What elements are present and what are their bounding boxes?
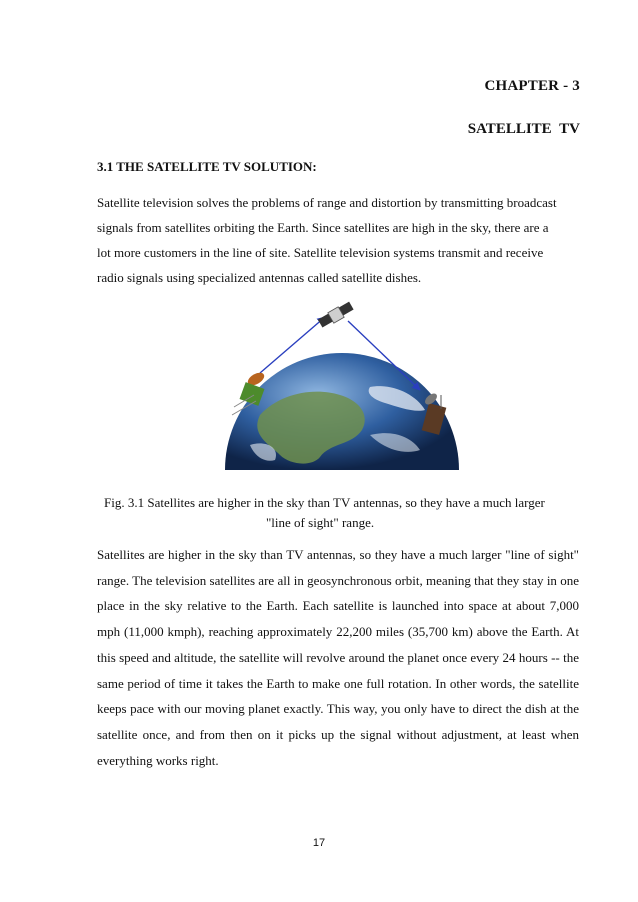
section-heading: 3.1 THE SATELLITE TV SOLUTION: [97,159,317,174]
figure-caption [90,493,550,533]
chapter-label: CHAPTER - 3 [484,78,580,94]
intro-paragraph: Satellite television solves the problems of range and distortion by transmitting broadcast signals from satellites orbiting the Earth. Since satellites are high in the sky, there are a lot more customers in the line of site. Satellite television systems transmit and receive radio signals using specialized antennas called satellite dishes. [97,195,557,285]
satellite-icon [317,301,354,329]
figure-caption-line2: "line of sight" range. [266,515,375,530]
satellite-earth-illustration [220,295,465,470]
body-paragraph: Satellites are higher in the sky than TV antennas, so they have a much larger "line of sight" range. The television satellites are all in geosynchronous orbit, meaning that they stay in one place in the sky relative to the Earth. Each satellite is launched into space at about 7,000 mph (11,000 kmph), reaching approximately 22,200 miles (35,700 km) above the Earth. At this speed and altitude, the satellite will revolve around the planet once every 24 hours -- the same period of time it takes the Earth to make one full rotation. In other words, the satellite keeps pace with our moving planet exactly. This way, you only have to direct the dish at the satellite once, and from then on it picks up the signal without adjustment, at least when everything works right. [97,547,579,768]
page-number: 17 [312,837,326,849]
chapter-title: SATELLITE TV [467,121,580,137]
figure-caption-line1: Fig. 3.1 Satellites are higher in the sky than TV antennas, so they have a much larger [104,495,545,510]
